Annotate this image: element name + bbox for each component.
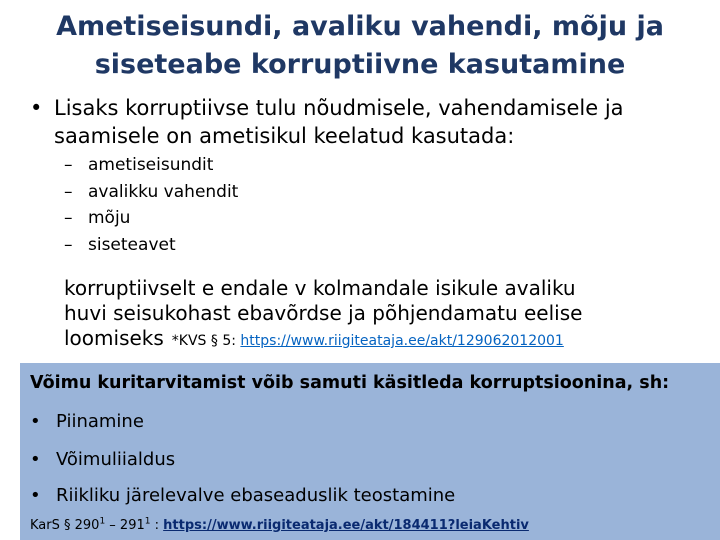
sub-item-label: avalikku vahendit [88, 181, 239, 202]
bullet-dot-icon: • [30, 411, 41, 432]
kars-ref-sep: : [150, 518, 164, 533]
dash-icon: – [64, 155, 73, 175]
main-bullet-text: Lisaks korruptiivse tulu nõudmisele, vahendamisele ja saamisele on ametisikul keelatud kasutada: [54, 96, 624, 148]
sub-item-label: ametiseisundit [88, 155, 214, 175]
box-bullet-label: Riikliku järelevalve ebaseaduslik teostamine [56, 485, 456, 506]
main-bullet [30, 94, 720, 150]
kvs-link[interactable]: https://www.riigiteataja.ee/akt/129062012001 [240, 333, 564, 349]
paragraph-line-3-text: loomiseks [64, 326, 164, 350]
slide-title-line-2: siseteabe korruptiivne kasutamine [94, 49, 626, 80]
kars-ref-mid: – 291 [105, 518, 145, 533]
kvs-note [172, 333, 564, 349]
kars-ref-sup-1: 1 [99, 516, 106, 527]
dash-icon: – [64, 234, 73, 255]
box-bullet-label: Võimuliialdus [56, 449, 176, 470]
box-bullet-label: Piinamine [56, 411, 144, 432]
list-item [30, 485, 455, 506]
kars-ref-prefix: KarS § 290 [30, 518, 100, 533]
list-item [30, 449, 175, 470]
dash-icon: – [64, 208, 73, 228]
kvs-note-prefix: *KVS § 5: [171, 333, 241, 349]
paragraph-line-1: korruptiivselt e endale v kolmandale isikule avaliku [64, 276, 576, 300]
kars-ref-sup-2: 1 [144, 516, 151, 527]
kars-link[interactable]: https://www.riigiteataja.ee/akt/184411?leiaKehtiv [163, 518, 529, 533]
slide-title [20, 8, 700, 84]
sub-item-label: mõju [88, 208, 131, 228]
bullet-dot-icon: • [30, 449, 41, 470]
slide-title-line-1: Ametiseisundi, avaliku vahendi, mõju ja [56, 11, 664, 42]
list-item [30, 411, 144, 432]
paragraph [64, 276, 714, 354]
box-heading: Võimu kuritarvitamist võib samuti käsitleda korruptsioonina, sh: [30, 373, 670, 393]
highlight-box [20, 363, 720, 540]
bullet-dot-icon: • [30, 96, 43, 120]
paragraph-line-2: huvi seisukohast ebavõrdse ja põhjendamatu eelise [64, 301, 583, 325]
sub-item-label: siseteavet [88, 234, 176, 255]
bullet-dot-icon: • [30, 485, 41, 506]
dash-icon: – [64, 181, 73, 202]
kars-reference [30, 518, 529, 533]
paragraph-line-3 [64, 326, 714, 354]
